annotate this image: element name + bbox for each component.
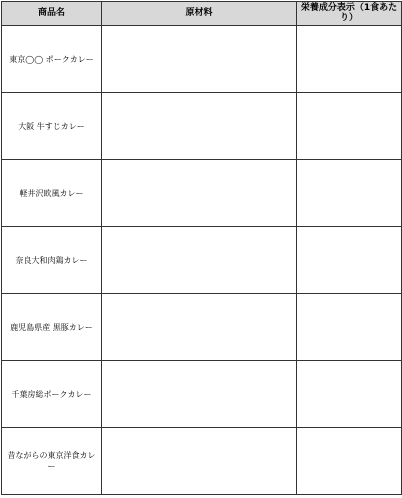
nutrition-text (297, 160, 402, 227)
nutrition-text (297, 361, 402, 428)
product-name: 東京◯◯ ポークカレー (2, 26, 102, 93)
nutrition-text (297, 294, 402, 361)
table-row (2, 428, 402, 495)
table-row (2, 26, 402, 93)
ingredients-text (102, 26, 297, 93)
ingredients-text (102, 428, 297, 495)
product-name: 奈良大和肉鶏カレー (2, 227, 102, 294)
product-table (1, 1, 402, 495)
table-row (2, 227, 402, 294)
table-row (2, 294, 402, 361)
ingredients-text (102, 93, 297, 160)
product-name: 昔ながらの東京洋食カレー (2, 428, 102, 495)
header-product-name: 商品名 (2, 2, 102, 26)
ingredients-text (102, 361, 297, 428)
table-row (2, 93, 402, 160)
header-nutrition: 栄養成分表示（1食あたり） (297, 2, 402, 26)
nutrition-text (297, 26, 402, 93)
ingredients-text (102, 160, 297, 227)
product-name: 千葉房総ポークカレー (2, 361, 102, 428)
product-name: 鹿児島県産 黒豚カレー (2, 294, 102, 361)
nutrition-text (297, 428, 402, 495)
ingredients-text (102, 294, 297, 361)
table-row (2, 361, 402, 428)
table-row (2, 160, 402, 227)
header-ingredients: 原材料 (102, 2, 297, 26)
ingredients-text (102, 227, 297, 294)
header-row (2, 2, 402, 26)
product-name: 大阪 牛すじカレー (2, 93, 102, 160)
nutrition-text (297, 227, 402, 294)
nutrition-text (297, 93, 402, 160)
product-name: 軽井沢欧風カレー (2, 160, 102, 227)
